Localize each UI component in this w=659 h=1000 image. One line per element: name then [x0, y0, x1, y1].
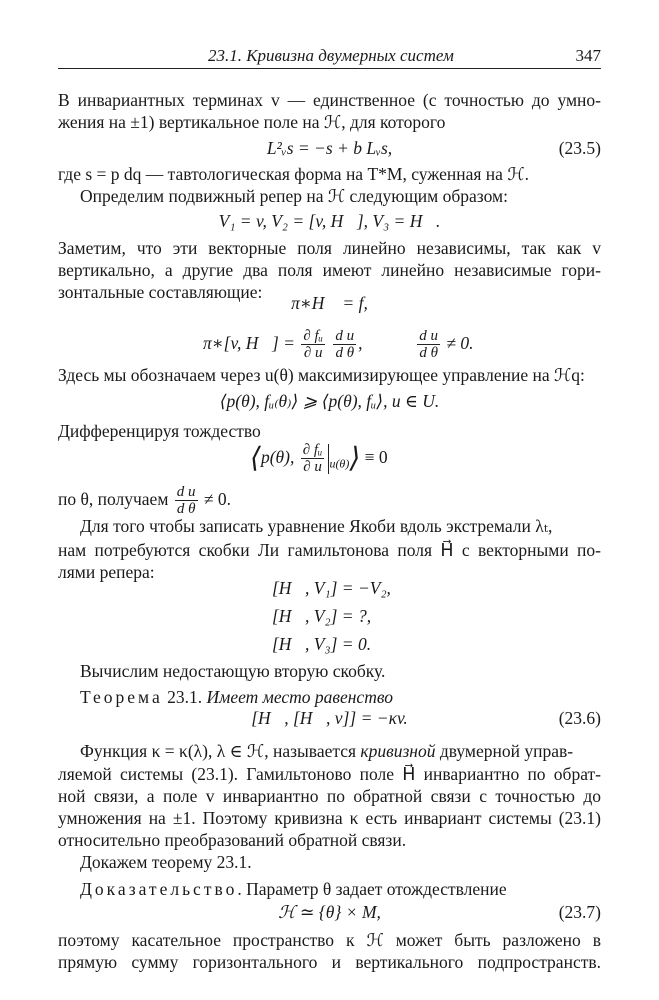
- fraction: [333, 328, 356, 361]
- equation: [H⃗, [H⃗, v]] = −κv.: [251, 708, 408, 728]
- equation: π∗H⃗ = f,: [291, 293, 368, 313]
- text-line: ляемой системы (23.1). Гамильтоново поле H⃗ инвариантно по обрат-: [58, 764, 601, 784]
- equation: ⟨p(θ), fᵤ₍θ₎⟩ ⩾ ⟨p(θ), fᵤ⟩, u ∈ U.: [219, 391, 440, 411]
- text-line: [58, 482, 231, 517]
- fraction-numerator: ∂ fᵤ: [302, 442, 323, 459]
- equation-number: (23.5): [558, 138, 601, 158]
- text-line: Докажем теорему 23.1.: [80, 852, 252, 872]
- text-line: Определим подвижный репер на ℋ следующим образом:: [80, 186, 508, 206]
- text-line: Для того чтобы записать уравнение Якоби вдоль экстремали λₜ,: [80, 516, 553, 536]
- text-line: поэтому касательное пространство к ℋ может быть разложено в: [58, 930, 601, 950]
- angle-bracket-left: ⟨: [250, 442, 261, 474]
- text-part: по θ, получаем: [58, 489, 169, 509]
- fraction-denominator: ∂ u: [303, 345, 323, 362]
- page-number: 347: [575, 46, 601, 65]
- fraction: [417, 328, 440, 361]
- theorem-text: Имеет место равенство: [206, 687, 393, 707]
- text-line: Здесь мы обозначаем через u(θ) максимизирующее управление на ℋq:: [58, 365, 585, 385]
- text-line: где s = p dq — тавтологическая форма на T*M, суженная на ℋ.: [58, 164, 529, 184]
- fraction-denominator: ∂ u: [303, 459, 322, 476]
- equation: [H⃗, V₃] = 0.: [272, 634, 372, 654]
- fraction: [301, 328, 325, 361]
- text-part: ≠ 0.: [203, 489, 232, 509]
- text-line: [80, 740, 601, 762]
- running-header: [58, 46, 601, 69]
- text-part: . Параметр θ задает отождествление: [237, 879, 507, 899]
- equation-part: ≠ 0.: [446, 333, 474, 353]
- text-line: Дифференцируя тождество: [58, 421, 261, 441]
- equation: L²ᵥs = −s + b Lᵥs,: [266, 138, 393, 158]
- equation-part: p(θ),: [260, 447, 295, 467]
- equation: π∗[v, H⃗] = $\frac{\text{∂ fᵤ}}{\partial u}$ $\frac{\text{d u}}{\text{d θ}}$ , $\frac{\text{d u}}{\text{d θ}}$ ≠ 0.: [203, 328, 474, 362]
- fraction-denominator: d θ: [419, 345, 438, 362]
- equation-number: (23.7): [558, 902, 601, 922]
- fraction: [175, 484, 198, 517]
- text-line: жения на ±1) вертикальное поле на ℋ, для которого: [58, 112, 446, 132]
- fraction-numerator: d u: [335, 328, 355, 345]
- text-line: относительно преобразований обратной связи.: [58, 830, 407, 850]
- text-line: умножения на ±1. Поэтому кривизна κ есть инвариант системы (23.1): [58, 808, 601, 828]
- equation: V₁ = v, V₂ = [v, H⃗], V₃ = H⃗.: [218, 211, 441, 231]
- text-line: вертикально, а другие два поля имеют линейно независимые гори-: [58, 260, 601, 280]
- equation: [H⃗, V₁] = −V₂,: [272, 578, 391, 598]
- header-title: 23.1. Кривизна двумерных систем: [208, 46, 454, 65]
- theorem-label: Теорема: [80, 687, 163, 707]
- equation-part: π∗[v, H⃗] =: [203, 333, 295, 353]
- text-line: нам потребуются скобки Ли гамильтонова поля H⃗ с векторными по-: [58, 540, 601, 560]
- text-part: Функция κ = κ(λ), λ ∈ ℋ, называется: [80, 741, 361, 761]
- theorem-number: 23.1.: [162, 687, 203, 707]
- fraction-numerator: ∂ fᵤ: [303, 328, 324, 345]
- equation: [H⃗, V₂] = ?,: [272, 606, 372, 626]
- fraction: [301, 442, 325, 475]
- text-line: зонтальные составляющие:: [58, 282, 263, 302]
- equation: [250, 437, 388, 484]
- text-line: лями репера:: [58, 562, 155, 582]
- equation-part: ≡ 0: [364, 447, 388, 467]
- fraction-numerator: d u: [176, 484, 196, 501]
- proof-line: [80, 878, 507, 900]
- evaluation-subscript: u(θ): [329, 456, 350, 471]
- proof-label: Доказательство: [80, 879, 238, 899]
- fraction-denominator: d θ: [176, 501, 196, 518]
- equation-number: (23.6): [558, 708, 601, 728]
- text-part: двумерной управ-: [435, 741, 574, 761]
- text-line: ной связи, а поле v инвариантно по обратной связи с точностью до: [58, 786, 601, 806]
- theorem-line: [80, 686, 393, 708]
- text-line: В инвариантных терминах v — единственное (с точностью до умно-: [58, 90, 601, 110]
- fraction-denominator: d θ: [335, 345, 355, 362]
- term-italic: кривизной: [360, 741, 436, 761]
- text-line: прямую сумму горизонтального и вертикального подпространств.: [58, 952, 601, 972]
- angle-bracket-right: ⟩: [349, 442, 361, 474]
- fraction-numerator: d u: [419, 328, 439, 345]
- text-line: Заметим, что эти векторные поля линейно независимы, так как v: [58, 238, 601, 258]
- text-line: Вычислим недостающую вторую скобку.: [80, 661, 386, 681]
- equation: ℋ ≃ {θ} × M,: [278, 902, 381, 922]
